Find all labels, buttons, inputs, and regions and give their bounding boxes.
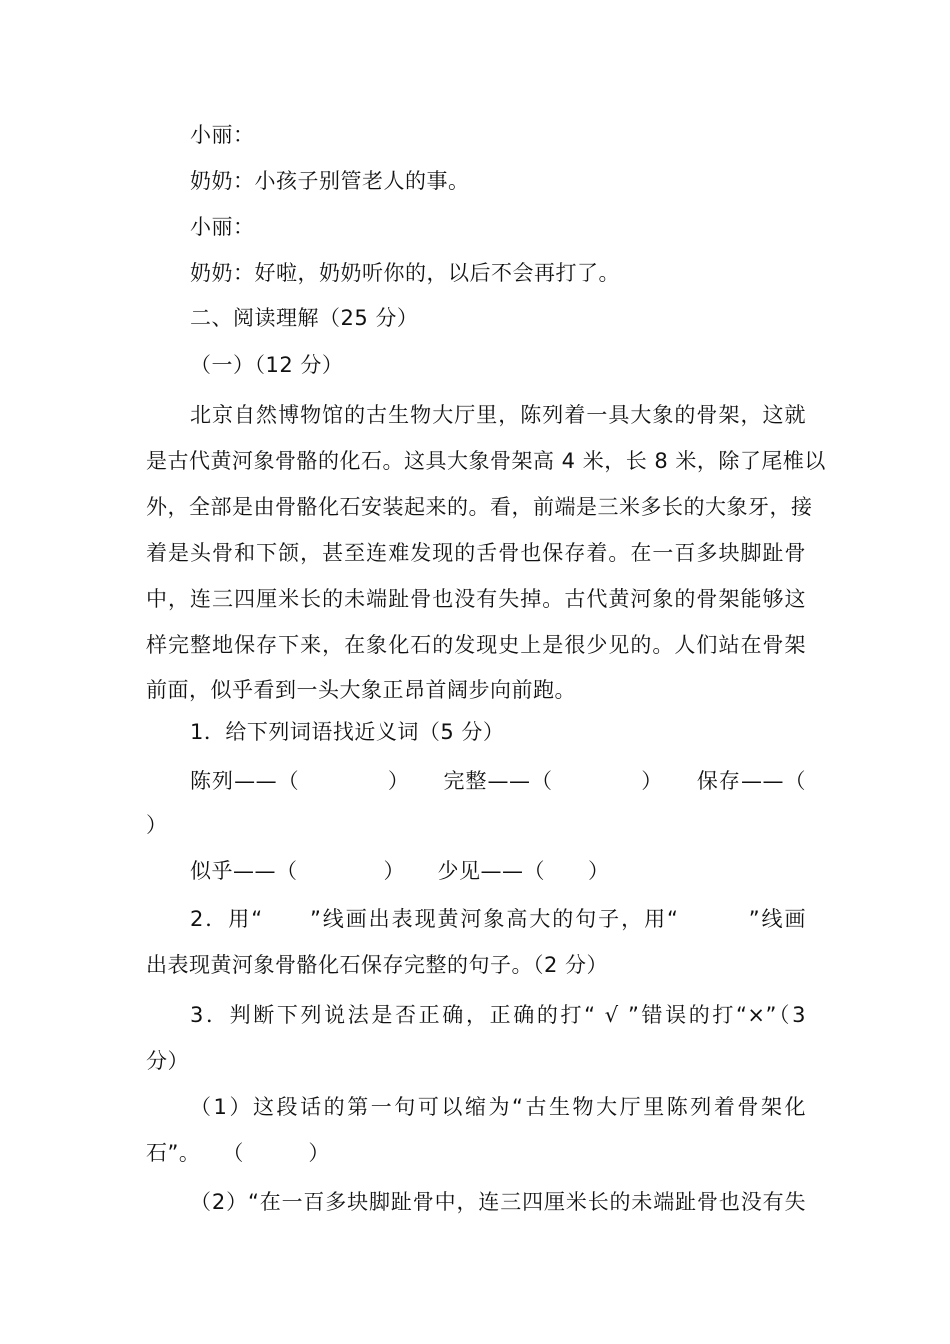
question-1-items-row-2: 似乎——（ ） 少见——（ ） <box>190 859 610 883</box>
question-2-line-2: 出表现黄河象骨骼化石保存完整的句子。（2 分） <box>146 953 609 977</box>
section-heading-reading: 二、阅读理解（25 分） <box>190 306 419 330</box>
question-1-heading: 1．给下列词语找近义词（5 分） <box>190 720 505 744</box>
passage-line-6: 样完整地保存下来，在象化石的发现史上是很少见的。人们站在骨架 <box>146 633 806 657</box>
question-1-items-row-1-cont: ） <box>146 813 168 837</box>
question-3-line-2: 分） <box>146 1049 189 1073</box>
passage-line-1: 北京自然博物馆的古生物大厅里，陈列着一具大象的骨架，这就 <box>190 403 806 427</box>
passage-line-4: 着是头骨和下颌，甚至连难发现的舌骨也保存着。在一百多块脚趾骨 <box>146 541 806 565</box>
passage-line-3: 外，全部是由骨骼化石安装起来的。看，前端是三米多长的大象牙，接 <box>146 495 813 519</box>
passage-line-7: 前面，似乎看到一头大象正昂首阔步向前跑。 <box>146 678 576 702</box>
question-3-item-1-line-1: （1）这段话的第一句可以缩为“古生物大厅里陈列着骨架化 <box>190 1095 806 1119</box>
passage-line-2: 是古代黄河象骨骼的化石。这具大象骨架高 4 米，长 8 米，除了尾椎以 <box>146 449 826 473</box>
dialogue-line-xiaoli-1: 小丽： <box>190 123 255 147</box>
dialogue-line-xiaoli-2: 小丽： <box>190 215 255 239</box>
subsection-heading-1: （一）（12 分） <box>190 353 344 377</box>
dialogue-line-grandma-1: 奶奶：小孩子别管老人的事。 <box>190 169 470 193</box>
question-2-line-1: 2．用“ ”线画出表现黄河象高大的句子，用“ ”线画 <box>190 907 806 931</box>
question-1-items-row-1: 陈列——（ ） 完整——（ ） 保存——（ <box>190 769 806 793</box>
question-3-line-1: 3．判断下列说法是否正确，正确的打“ √ ”错误的打“×”（3 <box>190 1003 806 1027</box>
question-3-item-1-line-2: 石”。 （ ） <box>146 1141 330 1165</box>
dialogue-line-grandma-2: 奶奶：好啦，奶奶听你的，以后不会再打了。 <box>190 261 620 285</box>
passage-line-5: 中，连三四厘米长的未端趾骨也没有失掉。古代黄河象的骨架能够这 <box>146 587 806 611</box>
question-3-item-2-line-1: （2）“在一百多块脚趾骨中，连三四厘米长的未端趾骨也没有失 <box>190 1190 806 1214</box>
